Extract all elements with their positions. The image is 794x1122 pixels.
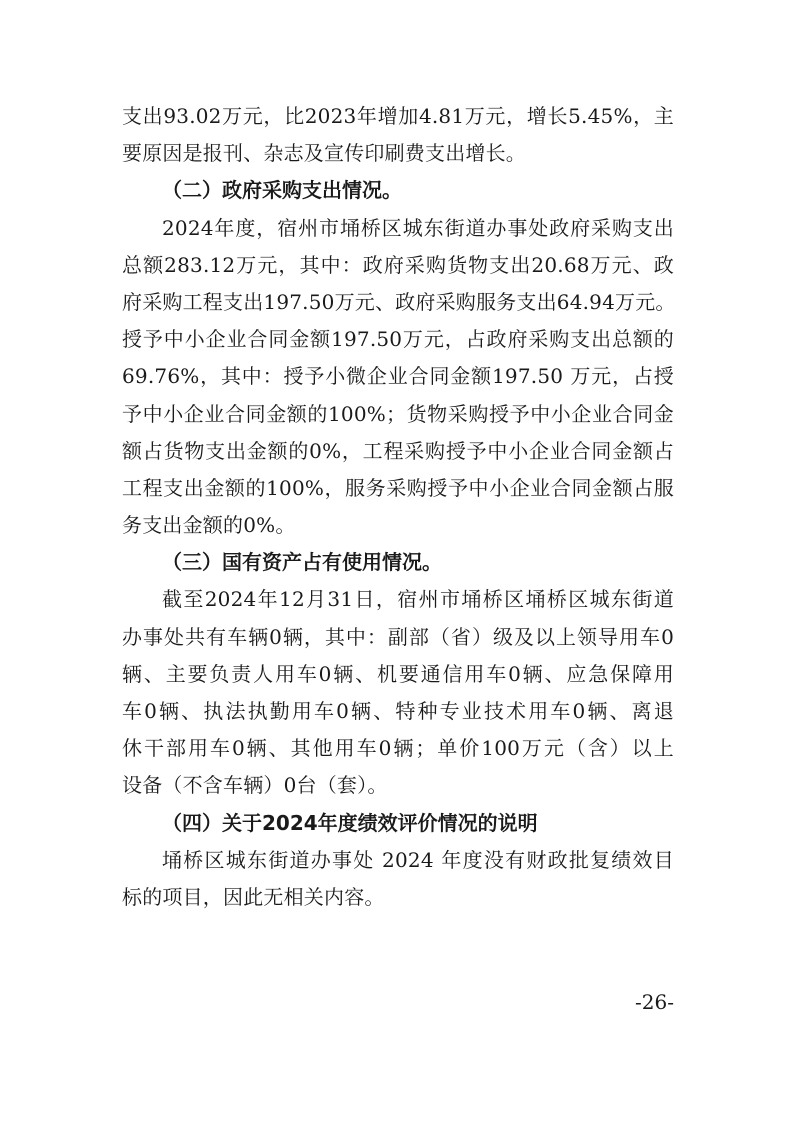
paragraph-line: 府采购工程支出197.50万元、政府采购服务支出64.94万元。 [122, 289, 676, 314]
section-heading-performance: （四）关于2024年度绩效评价情况的说明 [162, 810, 538, 835]
paragraph-line: 69.76%，其中：授予小微企业合同金额197.50 万元，占授 [122, 364, 674, 389]
paragraph-line: 额占货物支出金额的0%，工程采购授予中小企业合同金额占 [122, 438, 674, 463]
paragraph-line: 予中小企业合同金额的100%；货物采购授予中小企业合同金 [122, 401, 674, 426]
paragraph-line: 标的项目，因此无相关内容。 [122, 884, 385, 909]
paragraph-line: 支出93.02万元，比2023年增加4.81万元，增长5.45%，主 [122, 104, 674, 128]
section-heading-procurement: （二）政府采购支出情况。 [162, 178, 402, 203]
paragraph-line: 车0辆、执法执勤用车0辆、特种专业技术用车0辆、离退 [122, 699, 674, 723]
paragraph-line: 授予中小企业合同金额197.50万元，占政府采购支出总额的 [122, 327, 674, 352]
paragraph-line: 埇桥区城东街道办事处 2024 年度没有财政批复绩效目 [162, 847, 674, 872]
paragraph-line: 工程支出金额的100%，服务采购授予中小企业合同金额占服 [122, 475, 674, 500]
paragraph-line: 要原因是报刊、杂志及宣传印刷费支出增长。 [122, 141, 526, 166]
document-body [122, 98, 674, 916]
page-number: -26- [635, 990, 674, 1014]
paragraph-line: 务支出金额的0%。 [122, 513, 296, 538]
paragraph-line: 辆、主要负责人用车0辆、机要通信用车0辆、应急保障用 [122, 661, 674, 686]
paragraph-line: 截至2024年12月31日，宿州市埇桥区埇桥区城东街道 [162, 587, 674, 612]
paragraph-line: 总额283.12万元，其中：政府采购货物支出20.68万元、政 [122, 252, 674, 277]
paragraph-line: 休干部用车0辆、其他用车0辆；单价100万元（含）以上 [122, 736, 674, 761]
paragraph-line: 设备（不含车辆）0台（套）。 [122, 773, 388, 798]
section-heading-assets: （三）国有资产占有使用情况。 [162, 550, 442, 575]
paragraph-line: 2024年度，宿州市埇桥区城东街道办事处政府采购支出 [162, 215, 674, 240]
paragraph-line: 办事处共有车辆0辆，其中：副部（省）级及以上领导用车0 [122, 624, 674, 649]
